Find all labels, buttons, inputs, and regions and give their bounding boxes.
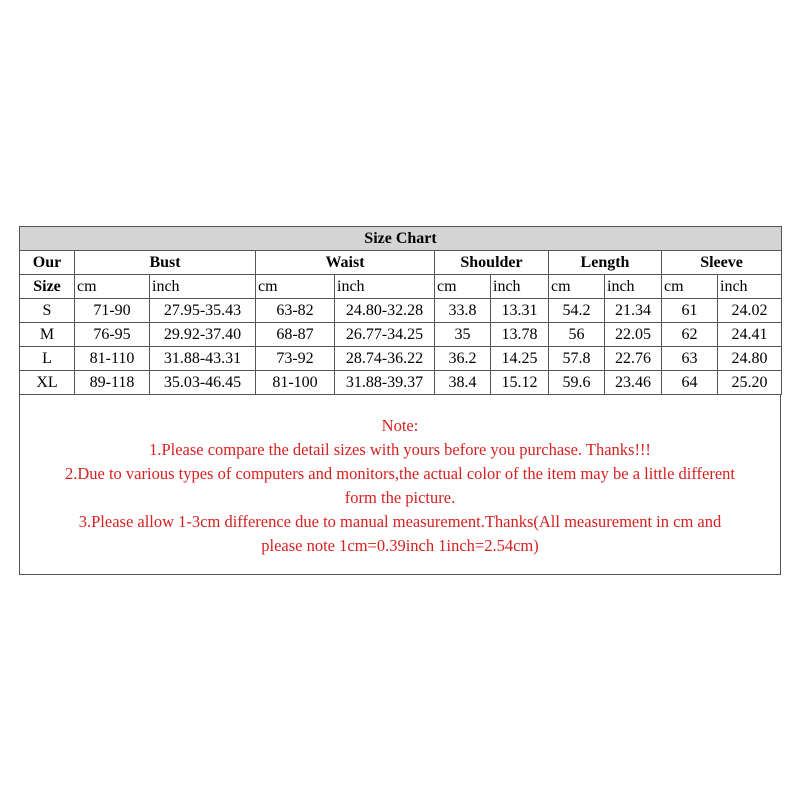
value-cell: 22.76 [605, 347, 662, 371]
value-cell: 59.6 [549, 371, 605, 395]
unit-cell: inch [718, 275, 782, 299]
value-cell: 24.80-32.28 [335, 299, 435, 323]
value-cell: 22.05 [605, 323, 662, 347]
unit-cell: cm [75, 275, 150, 299]
value-cell: 63 [662, 347, 718, 371]
value-cell: 62 [662, 323, 718, 347]
unit-cell: cm [256, 275, 335, 299]
unit-cell: cm [549, 275, 605, 299]
value-cell: 31.88-39.37 [335, 371, 435, 395]
value-cell: 25.20 [718, 371, 782, 395]
value-cell: 13.31 [491, 299, 549, 323]
table-row [20, 371, 782, 395]
value-cell: 24.02 [718, 299, 782, 323]
value-cell: 71-90 [75, 299, 150, 323]
value-cell: 24.80 [718, 347, 782, 371]
value-cell: 81-100 [256, 371, 335, 395]
unit-cell: inch [150, 275, 256, 299]
value-cell: 57.8 [549, 347, 605, 371]
header-shoulder: Shoulder [435, 251, 549, 275]
header-length: Length [549, 251, 662, 275]
table-row [20, 299, 782, 323]
notes-box [19, 394, 781, 575]
note-line: 1.Please compare the detail sizes with yours before you purchase. Thanks!!! [149, 440, 651, 459]
unit-cell: cm [662, 275, 718, 299]
value-cell: 63-82 [256, 299, 335, 323]
header-waist: Waist [256, 251, 435, 275]
value-cell: 56 [549, 323, 605, 347]
header-sleeve: Sleeve [662, 251, 782, 275]
note-line: 2.Due to various types of computers and monitors,the actual color of the item may be a little different [64, 464, 736, 483]
value-cell: 76-95 [75, 323, 150, 347]
value-cell: 73-92 [256, 347, 335, 371]
value-cell: 28.74-36.22 [335, 347, 435, 371]
value-cell: 23.46 [605, 371, 662, 395]
value-cell: 33.8 [435, 299, 491, 323]
size-cell: S [20, 299, 75, 323]
note-heading: Note: [381, 416, 419, 435]
value-cell: 38.4 [435, 371, 491, 395]
unit-cell: inch [605, 275, 662, 299]
value-cell: 26.77-34.25 [335, 323, 435, 347]
value-cell: 64 [662, 371, 718, 395]
header-bust: Bust [75, 251, 256, 275]
size-label: Size [20, 275, 75, 299]
value-cell: 13.78 [491, 323, 549, 347]
size-chart-table [19, 226, 782, 395]
value-cell: 31.88-43.31 [150, 347, 256, 371]
size-cell: L [20, 347, 75, 371]
note-line: form the picture. [344, 488, 456, 507]
value-cell: 21.34 [605, 299, 662, 323]
value-cell: 15.12 [491, 371, 549, 395]
value-cell: 81-110 [75, 347, 150, 371]
value-cell: 61 [662, 299, 718, 323]
size-cell: XL [20, 371, 75, 395]
note-line: 3.Please allow 1-3cm difference due to manual measurement.Thanks(All measurement in cm and [78, 512, 722, 531]
unit-cell: cm [435, 275, 491, 299]
size-cell: M [20, 323, 75, 347]
chart-title: Size Chart [20, 227, 782, 251]
note-line: please note 1cm=0.39inch 1inch=2.54cm) [261, 536, 539, 555]
value-cell: 35.03-46.45 [150, 371, 256, 395]
value-cell: 24.41 [718, 323, 782, 347]
our-label: Our [20, 251, 75, 275]
unit-cell: inch [335, 275, 435, 299]
value-cell: 89-118 [75, 371, 150, 395]
unit-cell: inch [491, 275, 549, 299]
value-cell: 35 [435, 323, 491, 347]
value-cell: 68-87 [256, 323, 335, 347]
table-row [20, 323, 782, 347]
value-cell: 54.2 [549, 299, 605, 323]
table-row [20, 347, 782, 371]
value-cell: 29.92-37.40 [150, 323, 256, 347]
value-cell: 36.2 [435, 347, 491, 371]
value-cell: 27.95-35.43 [150, 299, 256, 323]
value-cell: 14.25 [491, 347, 549, 371]
